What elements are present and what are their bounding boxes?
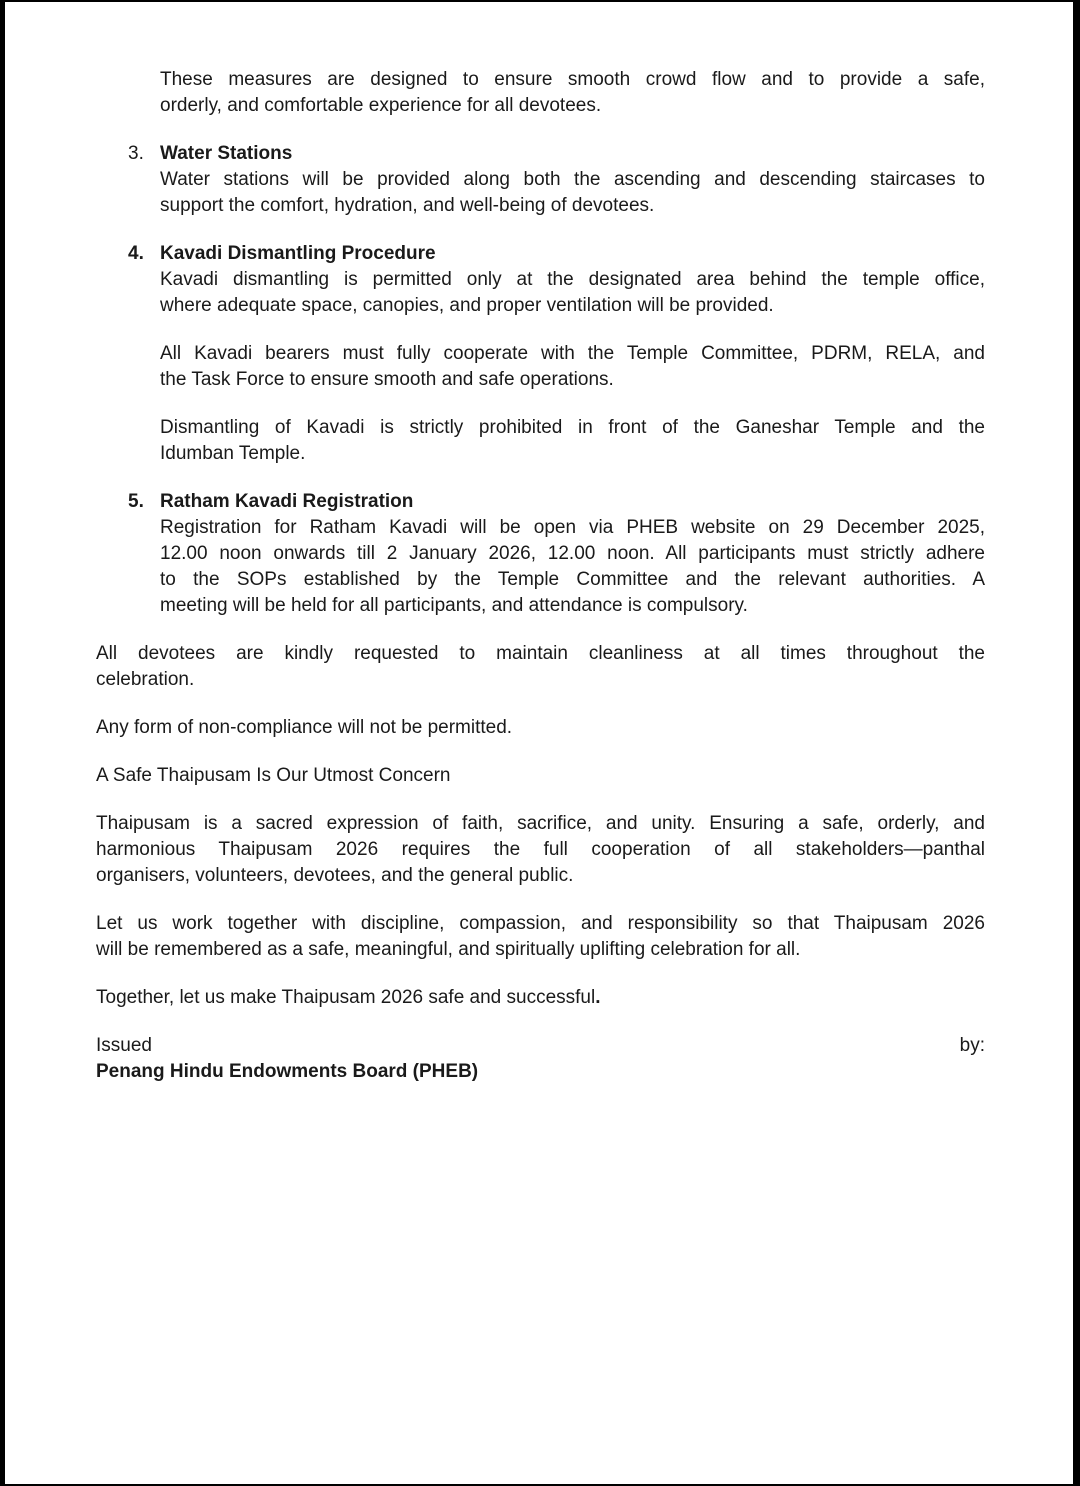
text-line	[96, 715, 985, 741]
text-run: Idumban Temple.	[160, 443, 306, 464]
closing-line	[96, 985, 985, 1011]
text-line	[160, 593, 985, 619]
item-5-heading	[96, 489, 985, 515]
scan-edge-right	[1073, 0, 1080, 1486]
document-content	[96, 67, 985, 1085]
text-run: harmonious Thaipusam 2026 requires the full cooperation of all stakeholders—panthal	[96, 839, 985, 860]
text-run: Together, let us make Thaipusam 2026 safe and successful	[96, 987, 596, 1008]
text-run: where adequate space, canopies, and proper ventilation will be provided.	[160, 295, 774, 316]
text-line	[160, 193, 985, 219]
text-line	[96, 811, 985, 837]
text-run: Registration for Ratham Kavadi will be open via PHEB website on 29 December 2025,	[160, 517, 985, 538]
scan-edge-left	[0, 0, 5, 1486]
text-run: A Safe Thaipusam Is Our Utmost Concern	[96, 765, 451, 786]
list-item-number: 3.	[128, 143, 144, 164]
text-line	[160, 293, 985, 319]
text-run: Kavadi dismantling is permitted only at the designated area behind the temple office,	[160, 269, 985, 290]
text-run: orderly, and comfortable experience for all devotees.	[160, 95, 602, 116]
crowd-flow-note	[160, 67, 985, 119]
bold-period: .	[595, 987, 601, 1008]
text-line	[96, 985, 985, 1011]
text-run: will be remembered as a safe, meaningful, and spiritually uplifting celebration for all.	[96, 939, 801, 960]
text-line	[160, 515, 985, 541]
scan-edge-top	[0, 0, 1080, 2]
text-line	[160, 167, 985, 193]
text-run: Thaipusam is a sacred expression of faith, sacrifice, and unity. Ensuring a safe, orderly, and	[96, 813, 985, 834]
text-line	[160, 541, 985, 567]
text-line	[160, 567, 985, 593]
text-line	[160, 267, 985, 293]
text-run: All devotees are kindly requested to maintain cleanliness at all times throughout the	[96, 643, 985, 664]
numbered-heading	[128, 141, 985, 167]
text-line	[160, 67, 985, 93]
text-run: Any form of non-compliance will not be permitted.	[96, 717, 513, 738]
text-run: Let us work together with discipline, compassion, and responsibility so that Thaipusam 2026	[96, 913, 985, 934]
numbered-heading	[128, 489, 985, 515]
item-3-body	[160, 167, 985, 219]
numbered-heading	[128, 241, 985, 267]
text-run: to the SOPs established by the Temple Committee and the relevant authorities. A	[160, 569, 985, 590]
text-line	[96, 641, 985, 667]
text-line	[96, 1059, 985, 1085]
issuer	[96, 1033, 985, 1085]
text-line	[160, 367, 985, 393]
list-item-number: 4.	[128, 243, 144, 264]
text-line	[96, 937, 985, 963]
item-4-body-1	[160, 267, 985, 319]
item-4-body-3	[160, 415, 985, 467]
list-item-title: Kavadi Dismantling Procedure	[160, 243, 436, 264]
text-line	[96, 763, 985, 789]
text-run: organisers, volunteers, devotees, and the general public.	[96, 865, 574, 886]
cleanliness-note	[96, 641, 985, 693]
text-line	[96, 1033, 985, 1059]
text-run: support the comfort, hydration, and well-being of devotees.	[160, 195, 655, 216]
faith-paragraph	[96, 811, 985, 889]
item-5-body	[160, 515, 985, 619]
text-run: These measures are designed to ensure smooth crowd flow and to provide a safe,	[160, 69, 985, 90]
item-4-heading	[96, 241, 985, 267]
text-run: Penang Hindu Endowments Board (PHEB)	[96, 1061, 479, 1082]
non-compliance-note	[96, 715, 985, 741]
text-run: 12.00 noon onwards till 2 January 2026, 12.00 noon. All participants must strictly adhere	[160, 543, 985, 564]
text-line	[160, 415, 985, 441]
text-run: Water stations will be provided along both the ascending and descending staircases to	[160, 169, 985, 190]
text-run: Dismantling of Kavadi is strictly prohibited in front of the Ganeshar Temple and the	[160, 417, 985, 438]
text-line	[160, 441, 985, 467]
list-item-title: Water Stations	[160, 143, 293, 164]
text-run: the Task Force to ensure smooth and safe operations.	[160, 369, 614, 390]
text-line	[96, 911, 985, 937]
text-run: meeting will be held for all participants, and attendance is compulsory.	[160, 595, 748, 616]
text-line	[96, 837, 985, 863]
work-together-paragraph	[96, 911, 985, 963]
item-3-heading	[96, 141, 985, 167]
text-run: Issued by:	[96, 1035, 985, 1056]
list-item-number: 5.	[128, 491, 144, 512]
text-line	[96, 667, 985, 693]
slogan	[96, 763, 985, 789]
list-item-title: Ratham Kavadi Registration	[160, 491, 414, 512]
text-run: celebration.	[96, 669, 195, 690]
text-line	[160, 341, 985, 367]
text-line	[96, 863, 985, 889]
text-line	[160, 93, 985, 119]
text-run: All Kavadi bearers must fully cooperate with the Temple Committee, PDRM, RELA, and	[160, 343, 985, 364]
item-4-body-2	[160, 341, 985, 393]
